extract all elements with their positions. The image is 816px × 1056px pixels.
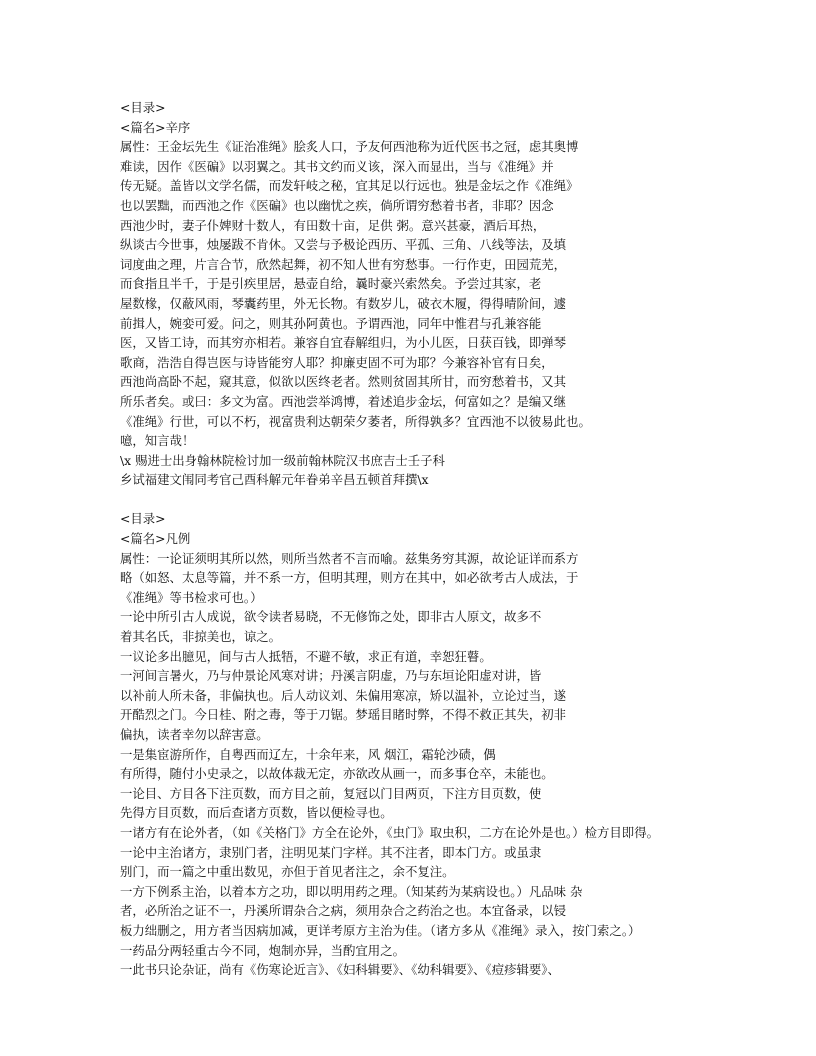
text-line: 偏执，读者幸勿以辞害意。 [120,727,269,742]
text-line: 所乐者矣。或曰：多文为富。西池尝举鸿博，着述追步金坛，何富如之？是编又继 [120,393,567,409]
text-line: 前揖人，婉娈可爱。问之，则其孙阿黄也。予谓西池，同年中惟君与孔兼容能 [120,315,542,331]
text-line: 一诸方有在论外者，（如《关格门》方全在论外，《虫门》取虫积，二方在论外是也。）检方目即得。 [120,824,659,840]
text-line: 一论目、方目各下注页数，而方目之前，复冠以门目两页，下注方目页数，使 [120,785,542,801]
text-line: 一药品分两轻重古今不同，炮制亦异，当酌宜用之。 [120,942,405,958]
chapter-title: <篇名>辛序 [120,119,191,135]
text-line: 《准绳》等书检求可也。） [120,589,263,605]
text-line: 纵谈古今世事，烛屡跋不肯休。又尝与予极论西历、平孤、三角、八线等法，及填 [120,237,567,253]
text-line: 属性：一论证须明其所以然，则所当然者不言而喻。兹集务穷其源，故论证详而系方 [120,550,579,566]
signature-line: 乡试福建文闱同考官己酉科解元年眷弟辛昌五顿首拜撰\x [120,472,429,488]
text-line: 先得方目页数，而后查诸方页数，皆以便检寻也。 [120,805,393,821]
text-line: 属性：王金坛先生《证治准绳》脍炙人口，予友何西池称为近代医书之冠，虑其奥博 [120,139,579,155]
section-conventions [120,509,710,979]
text-line: 一河间言暑火，乃与仲景论风寒对讲；丹溪言阴虚，乃与东垣论阳虚对讲，皆 [120,668,542,684]
text-line: 一议论多出臆见，间与古人抵牾，不避不敏，求正有道，幸恕狂瞽。 [120,648,492,664]
text-line: 一方下例系主治，以着本方之功，即以明用药之理。（知某药为某病设也。）凡品味 杂 [120,883,583,899]
text-line: 别门，而一篇之中重出数见，亦但于首见者注之，余不复注。 [120,864,455,880]
text-line: 以补前人所未备，非偏执也。后人动议刘、朱偏用寒凉，矫以温补，立论过当，遂 [120,687,567,703]
chapter-title: <篇名>凡例 [120,531,191,547]
text-line: 医，又皆工诗，而其穷亦相若。兼容自宜春解组归，为小儿医，日获百钱，即弹琴 [120,335,567,351]
text-line: 难读，因作《医碥》以羽翼之。其书文约而义该，深入而显出，当与《准绳》并 [120,158,554,174]
text-line: 西池尚高卧不起，窥其意，似欲以医终老者。然则贫固其所甘，而穷愁着书，又其 [120,374,567,390]
text-line: 噫，知言哉！ [120,433,195,449]
text-line: 一此书只论杂证，尚有《伤寒论近言》、《妇科辑要》、《幼科辑要》、《痘疹辑要》、 [120,962,560,978]
section-gap [120,490,710,510]
text-line: 屋数椽，仅蔽风雨，琴囊药里，外无长物。有数岁儿，破衣木履，得得晴阶间，遽 [120,295,567,311]
text-line: 者，必所治之证不一，丹溪所谓杂合之病，须用杂合之药治之也。本宜备录，以锓 [120,903,567,919]
text-line: 也以罢黜，而西池之作《医碥》也以幽忧之疾，倘所谓穷愁着书者，非耶？因念 [120,197,554,213]
toc-marker: <目录> [120,100,166,115]
text-line: 一论中所引古人成说，欲令读者易晓，不无修饰之处，即非古人原文，故多不 [120,609,542,625]
text-line: 板力绌删之，用方者当因病加减，更详考原方主治为佳。（诸方多从《准绳》录入，按门索之。） [120,922,641,938]
document-page [120,98,710,980]
text-line: 而食指且半千，于是引疾里居，悬壶自给，曩时豪兴索然矣。予尝过其家，老 [120,276,542,292]
text-line: 歌商，浩浩自得岂医与诗皆能穷人耶？抑廉吏固不可为耶？今兼容补官有日矣， [120,354,554,370]
text-line: 一是集宦游所作，自粤西而辽左，十余年来，风 烟江，霜轮沙碛，偶 [120,746,496,762]
section-preface [120,98,710,490]
text-line: 西池少时，妻子仆婢财十数人，有田数十亩，足供 粥。意兴甚豪，酒后耳热， [120,217,546,233]
text-line: 略（如怒、太息等篇，并不系一方，但明其理，则方在其中，如必欲考古人成法，于 [120,570,579,586]
text-line: 开酷烈之门。今日桂、附之毒，等于刀锯。梦瑶目睹时弊，不得不救正其失，初非 [120,707,567,723]
signature-line: \x 赐进士出身翰林院检讨加一级前翰林院汉书庶吉士壬子科 [120,452,445,468]
text-line: 一论中主治诸方，隶别门者，注明见某门字样。其不注者，即本门方。或虽隶 [120,844,542,860]
text-line: 传无疑。盖皆以文学名儒，而发轩岐之秘，宜其足以行远也。独是金坛之作《准绳》 [120,178,579,194]
text-line: 《准绳》行世，可以不朽，视富贵利达朝荣夕萎者，所得孰多？宜西池不以彼易此也。 [120,413,591,429]
toc-marker: <目录> [120,511,166,527]
text-line: 词度曲之理，片言合节，欣然起舞，初不知人世有穷愁事。一行作吏，田园荒芜， [120,256,567,272]
text-line: 有所得，随付小史录之，以故体裁无定，亦欲改从画一，而多事仓卒，未能也。 [120,766,554,782]
text-line: 着其名氏，非掠美也，谅之。 [120,629,282,645]
